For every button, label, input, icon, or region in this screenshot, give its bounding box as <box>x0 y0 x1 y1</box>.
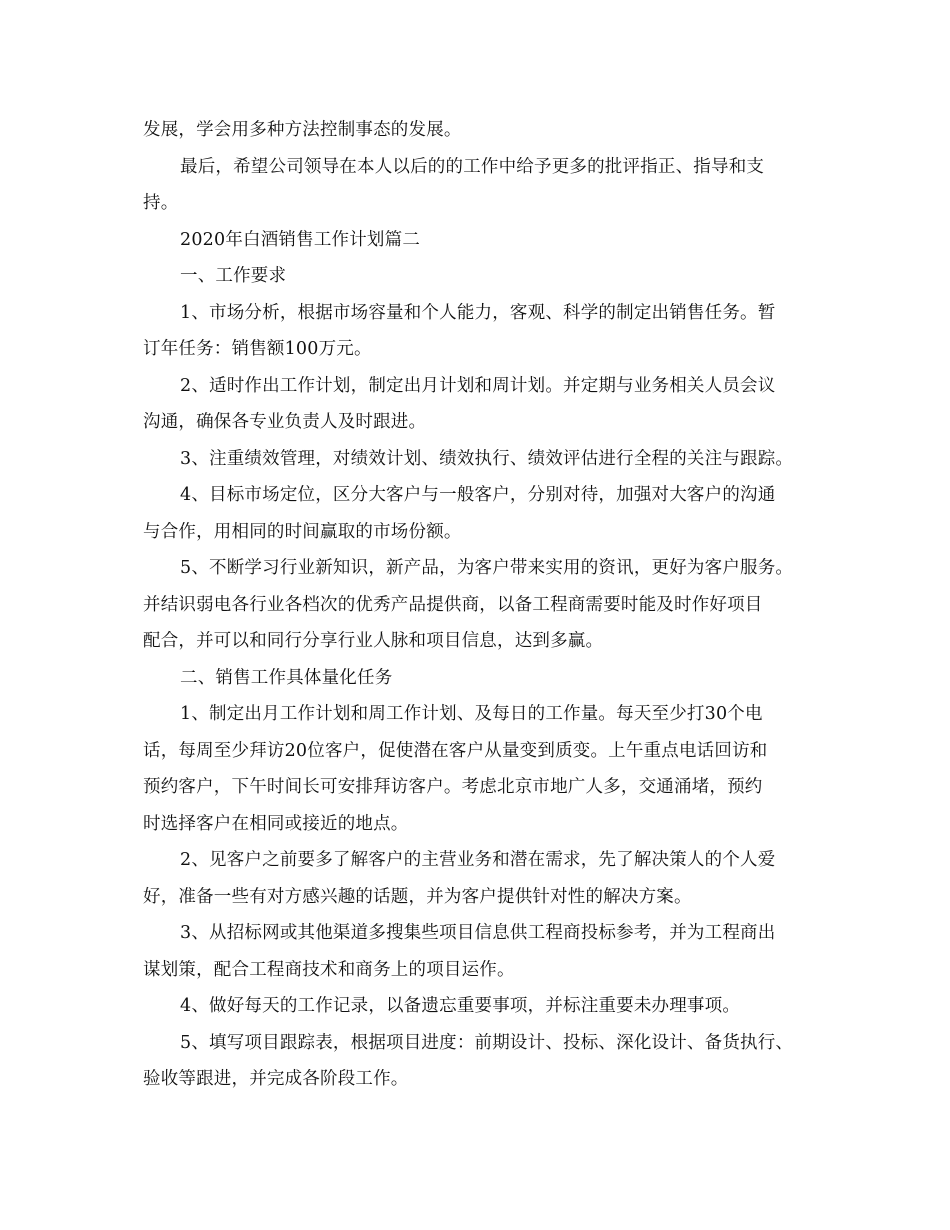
text-line: 发展，学会用多种方法控制事态的发展。 <box>143 120 462 140</box>
text-line: 沟通，确保各专业负责人及时跟进。 <box>143 412 427 432</box>
text-line: 最后，希望公司领导在本人以后的的工作中给予更多的批评指正、指导和支 <box>180 156 765 177</box>
text-line: 二、销售工作具体量化任务 <box>180 667 393 688</box>
text-line: 2020年白酒销售工作计划篇二 <box>180 229 421 250</box>
document-body <box>143 112 815 1098</box>
text-line: 话，每周至少拜访20位客户，促使潜在客户从量变到质变。上午重点电话回访和 <box>143 740 768 761</box>
text-line: 2、适时作出工作计划，制定出月计划和周计划。并定期与业务相关人员会议 <box>180 375 776 396</box>
text-line: 谋划策，配合工程商技术和商务上的项目运作。 <box>143 959 515 980</box>
text-line: 5、填写项目跟踪表，根据项目进度：前期设计、投标、深化设计、备货执行、 <box>180 1032 794 1053</box>
text-line: 好，准备一些有对方感兴趣的话题，并为客户提供针对性的解决方案。 <box>143 886 692 907</box>
text-line: 并结识弱电各行业各档次的优秀产品提供商，以备工程商需要时能及时作好项目 <box>143 594 763 615</box>
text-line: 3、从招标网或其他渠道多搜集些项目信息供工程商投标参考，并为工程商出 <box>180 923 776 943</box>
text-line: 2、见客户之前要多了解客户的主营业务和潜在需求，先了解决策人的个人爱 <box>180 850 776 870</box>
text-line: 1、制定出月工作计划和周工作计划、及每日的工作量。每天至少打30个电 <box>180 704 763 724</box>
text-line: 订年任务：销售额100万元。 <box>143 339 372 359</box>
text-line: 与合作，用相同的时间赢取的市场份额。 <box>143 521 462 542</box>
text-line: 4、目标市场定位，区分大客户与一般客户，分别对待，加强对大客户的沟通 <box>180 485 776 505</box>
text-line: 一、工作要求 <box>180 266 287 286</box>
text-line: 配合，并可以和同行分享行业人脉和项目信息，达到多赢。 <box>143 631 604 651</box>
text-line: 5、不断学习行业新知识，新产品，为客户带来实用的资讯，更好为客户服务。 <box>180 558 794 578</box>
text-line: 3、注重绩效管理，对绩效计划、绩效执行、绩效评估进行全程的关注与跟踪。 <box>180 448 794 469</box>
text-line: 预约客户，下午时间长可安排拜访客户。考虑北京市地广人多，交通涌堵，预约 <box>143 777 763 797</box>
text-line: 时选择客户在相同或接近的地点。 <box>143 813 409 834</box>
text-line: 4、做好每天的工作记录，以备遗忘重要事项，并标注重要未办理事项。 <box>180 996 741 1016</box>
text-line: 验收等跟进，并完成各阶段工作。 <box>143 1069 409 1089</box>
text-line: 1、市场分析，根据市场容量和个人能力，客观、科学的制定出销售任务。暂 <box>180 302 776 323</box>
text-line: 持。 <box>143 193 179 213</box>
